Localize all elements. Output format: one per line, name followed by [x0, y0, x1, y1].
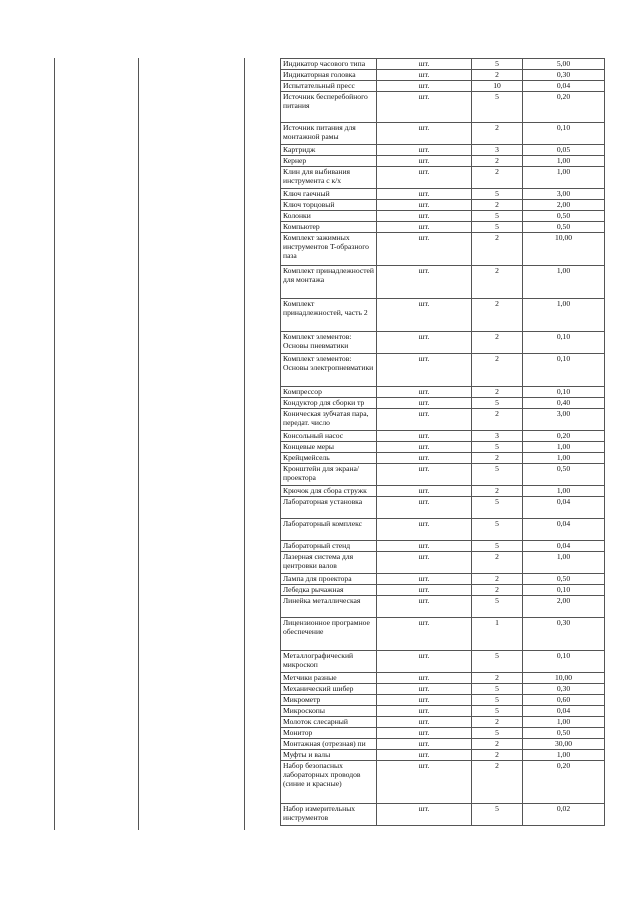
name-cell: Набор измерительных инструментов	[281, 804, 377, 826]
table-row	[281, 651, 605, 673]
value-cell: 0,10	[523, 651, 605, 673]
name-cell: Крейцмейсель	[281, 453, 377, 464]
name-cell: Монитор	[281, 728, 377, 739]
unit-cell: шт.	[377, 299, 472, 332]
name-cell: Кернер	[281, 156, 377, 167]
unit-cell: шт.	[377, 684, 472, 695]
quantity-cell: 2	[472, 167, 523, 189]
unit-cell: шт.	[377, 464, 472, 486]
value-cell: 1,00	[523, 717, 605, 728]
table-row	[281, 387, 605, 398]
left-margin-line-1	[54, 58, 55, 830]
table-row	[281, 59, 605, 70]
name-cell: Лабораторный стенд	[281, 541, 377, 552]
name-cell: Метчики разные	[281, 673, 377, 684]
unit-cell: шт.	[377, 453, 472, 464]
equipment-table	[280, 58, 605, 826]
table-row	[281, 189, 605, 200]
name-cell: Комплект зажимных инструментов T-образного паза	[281, 233, 377, 266]
table-row	[281, 761, 605, 804]
table-row	[281, 409, 605, 431]
table-row	[281, 233, 605, 266]
value-cell: 0,50	[523, 222, 605, 233]
value-cell: 2,00	[523, 596, 605, 618]
quantity-cell: 2	[472, 739, 523, 750]
table-row	[281, 497, 605, 519]
table-row	[281, 486, 605, 497]
unit-cell: шт.	[377, 706, 472, 717]
value-cell: 0,60	[523, 695, 605, 706]
table-row	[281, 442, 605, 453]
name-cell: Комплект элементов: Основы пневматики	[281, 332, 377, 354]
quantity-cell: 5	[472, 189, 523, 200]
value-cell: 0,30	[523, 618, 605, 651]
unit-cell: шт.	[377, 156, 472, 167]
quantity-cell: 3	[472, 145, 523, 156]
table-row	[281, 728, 605, 739]
unit-cell: шт.	[377, 222, 472, 233]
quantity-cell: 5	[472, 464, 523, 486]
name-cell: Монтажная (отрезная) пи	[281, 739, 377, 750]
name-cell: Линейка металлическая	[281, 596, 377, 618]
table-row	[281, 211, 605, 222]
unit-cell: шт.	[377, 695, 472, 706]
quantity-cell: 5	[472, 651, 523, 673]
left-margin-line-3	[244, 58, 245, 830]
quantity-cell: 2	[472, 673, 523, 684]
table-row	[281, 145, 605, 156]
table-row	[281, 70, 605, 81]
name-cell: Крючок для сбора стружк	[281, 486, 377, 497]
value-cell: 0,50	[523, 464, 605, 486]
unit-cell: шт.	[377, 552, 472, 574]
value-cell: 3,00	[523, 189, 605, 200]
name-cell: Источник питания для монтажной рамы	[281, 123, 377, 145]
quantity-cell: 2	[472, 387, 523, 398]
table-row	[281, 585, 605, 596]
value-cell: 0,30	[523, 684, 605, 695]
quantity-cell: 10	[472, 81, 523, 92]
value-cell: 0,10	[523, 332, 605, 354]
table-row	[281, 354, 605, 387]
quantity-cell: 5	[472, 519, 523, 541]
name-cell: Лебедка рычажная	[281, 585, 377, 596]
quantity-cell: 2	[472, 585, 523, 596]
value-cell: 0,50	[523, 211, 605, 222]
quantity-cell: 5	[472, 684, 523, 695]
quantity-cell: 2	[472, 750, 523, 761]
unit-cell: шт.	[377, 585, 472, 596]
unit-cell: шт.	[377, 497, 472, 519]
name-text: Индикатор часового типа	[283, 59, 366, 68]
table-row	[281, 717, 605, 728]
unit-cell: шт.	[377, 486, 472, 497]
quantity-cell: 2	[472, 332, 523, 354]
value-cell: 1,00	[523, 552, 605, 574]
unit-cell: шт.	[377, 431, 472, 442]
name-cell: Механический шибер	[281, 684, 377, 695]
quantity-cell: 2	[472, 266, 523, 299]
unit-cell: шт.	[377, 750, 472, 761]
value-cell: 0,04	[523, 497, 605, 519]
value-cell: 1,00	[523, 167, 605, 189]
name-cell: Муфты и валы	[281, 750, 377, 761]
unit-cell: шт.	[377, 332, 472, 354]
name-cell: Лабораторная установка	[281, 497, 377, 519]
quantity-cell: 2	[472, 486, 523, 497]
quantity-cell: 5	[472, 59, 523, 70]
table-row	[281, 618, 605, 651]
value-cell: 5,00	[523, 59, 605, 70]
name-cell: Компьютер	[281, 222, 377, 233]
quantity-cell: 5	[472, 92, 523, 123]
name-cell: Лабораторный комплекс	[281, 519, 377, 541]
unit-cell: шт.	[377, 81, 472, 92]
quantity-cell: 2	[472, 233, 523, 266]
name-cell: Комплект элементов: Основы электропневматики	[281, 354, 377, 387]
quantity-cell: 5	[472, 398, 523, 409]
table-row	[281, 596, 605, 618]
table-row	[281, 266, 605, 299]
quantity-cell: 2	[472, 123, 523, 145]
unit-cell: шт.	[377, 728, 472, 739]
table-row	[281, 92, 605, 123]
equipment-table-body	[281, 59, 605, 826]
quantity-cell: 2	[472, 717, 523, 728]
value-cell: 0,10	[523, 123, 605, 145]
value-cell: 1,00	[523, 266, 605, 299]
unit-cell: шт.	[377, 574, 472, 585]
quantity-cell: 5	[472, 706, 523, 717]
table-row	[281, 123, 605, 145]
unit-cell: шт.	[377, 167, 472, 189]
value-cell: 1,00	[523, 486, 605, 497]
unit-cell: шт.	[377, 123, 472, 145]
value-cell: 1,00	[523, 299, 605, 332]
value-cell: 0,30	[523, 70, 605, 81]
table-row	[281, 398, 605, 409]
name-cell: Испытательный пресс	[281, 81, 377, 92]
name-cell: Колонки	[281, 211, 377, 222]
quantity-cell: 5	[472, 442, 523, 453]
table-row	[281, 167, 605, 189]
quantity-cell: 5	[472, 728, 523, 739]
quantity-cell: 1	[472, 618, 523, 651]
name-cell: Компрессор	[281, 387, 377, 398]
table-row	[281, 431, 605, 442]
quantity-cell: 2	[472, 453, 523, 464]
name-cell: Консольный насос	[281, 431, 377, 442]
table-row	[281, 519, 605, 541]
table-row	[281, 222, 605, 233]
table-row	[281, 750, 605, 761]
unit-cell: шт.	[377, 618, 472, 651]
unit-cell: шт.	[377, 145, 472, 156]
unit-cell: шт.	[377, 673, 472, 684]
name-cell: Молоток слесарный	[281, 717, 377, 728]
quantity-cell: 2	[472, 354, 523, 387]
name-cell: Лазерная система для центровки валов	[281, 552, 377, 574]
quantity-cell: 3	[472, 431, 523, 442]
name-cell: Картридж	[281, 145, 377, 156]
unit-cell: шт.	[377, 200, 472, 211]
name-cell: Источник бесперебойного питания	[281, 92, 377, 123]
table-row	[281, 695, 605, 706]
value-cell: 0,04	[523, 541, 605, 552]
quantity-cell: 2	[472, 761, 523, 804]
unit-cell: шт.	[377, 409, 472, 431]
value-cell: 0,40	[523, 398, 605, 409]
unit-cell: шт.	[377, 189, 472, 200]
name-cell: Кронштейн для экрана/ проектора	[281, 464, 377, 486]
name-cell: Кондуктор для сборки тр	[281, 398, 377, 409]
value-cell: 0,10	[523, 354, 605, 387]
table-row	[281, 332, 605, 354]
value-cell: 0,20	[523, 431, 605, 442]
quantity-cell: 5	[472, 222, 523, 233]
unit-cell: шт.	[377, 651, 472, 673]
table-row	[281, 156, 605, 167]
table-row	[281, 739, 605, 750]
unit-cell: шт.	[377, 739, 472, 750]
name-cell	[281, 59, 377, 70]
value-cell: 0,10	[523, 585, 605, 596]
name-cell: Микроскопы	[281, 706, 377, 717]
table-row	[281, 541, 605, 552]
value-cell: 1,00	[523, 442, 605, 453]
name-cell: Клин для выбивания инструмента с к/х	[281, 167, 377, 189]
unit-cell: шт.	[377, 59, 472, 70]
unit-cell: шт.	[377, 761, 472, 804]
name-cell: Комплект принадлежностей, часть 2	[281, 299, 377, 332]
value-cell: 0,50	[523, 728, 605, 739]
name-cell: Коническая зубчатая пара, передат. число	[281, 409, 377, 431]
unit-cell: шт.	[377, 70, 472, 81]
name-cell: Ключ торцовый	[281, 200, 377, 211]
quantity-cell: 2	[472, 200, 523, 211]
table-row	[281, 200, 605, 211]
value-cell: 0,04	[523, 81, 605, 92]
unit-cell: шт.	[377, 211, 472, 222]
quantity-cell: 5	[472, 596, 523, 618]
name-cell: Индикаторная головка	[281, 70, 377, 81]
value-cell: 1,00	[523, 453, 605, 464]
name-cell: Микрометр	[281, 695, 377, 706]
name-cell: Лицензионное програмное обеспечение	[281, 618, 377, 651]
value-cell: 0,10	[523, 387, 605, 398]
left-margin-line-2	[138, 58, 139, 830]
unit-cell: шт.	[377, 233, 472, 266]
value-cell: 2,00	[523, 200, 605, 211]
value-cell: 30,00	[523, 739, 605, 750]
quantity-cell: 5	[472, 695, 523, 706]
unit-cell: шт.	[377, 519, 472, 541]
quantity-cell: 2	[472, 574, 523, 585]
unit-cell: шт.	[377, 354, 472, 387]
table-row	[281, 299, 605, 332]
table-row	[281, 804, 605, 826]
table-row	[281, 706, 605, 717]
table-row	[281, 464, 605, 486]
value-cell: 0,05	[523, 145, 605, 156]
value-cell: 0,04	[523, 519, 605, 541]
table-row	[281, 453, 605, 464]
value-cell: 1,00	[523, 156, 605, 167]
table-row	[281, 81, 605, 92]
unit-cell: шт.	[377, 596, 472, 618]
value-cell: 0,02	[523, 804, 605, 826]
name-cell: Набор безопасных лабораторных проводов (синие и красные)	[281, 761, 377, 804]
value-cell: 0,20	[523, 761, 605, 804]
value-cell: 0,04	[523, 706, 605, 717]
unit-cell: шт.	[377, 541, 472, 552]
quantity-cell: 5	[472, 497, 523, 519]
unit-cell: шт.	[377, 804, 472, 826]
table-row	[281, 673, 605, 684]
value-cell: 10,00	[523, 233, 605, 266]
value-cell: 3,00	[523, 409, 605, 431]
name-cell: Ключ гаечный	[281, 189, 377, 200]
unit-cell: шт.	[377, 398, 472, 409]
table-row	[281, 684, 605, 695]
quantity-cell: 2	[472, 299, 523, 332]
name-cell: Концевые меры	[281, 442, 377, 453]
unit-cell: шт.	[377, 387, 472, 398]
quantity-cell: 2	[472, 552, 523, 574]
quantity-cell: 2	[472, 70, 523, 81]
value-cell: 0,50	[523, 574, 605, 585]
name-cell: Металлографический микроскоп	[281, 651, 377, 673]
value-cell: 1,00	[523, 750, 605, 761]
table-row	[281, 552, 605, 574]
unit-cell: шт.	[377, 266, 472, 299]
unit-cell: шт.	[377, 92, 472, 123]
quantity-cell: 2	[472, 409, 523, 431]
unit-cell: шт.	[377, 442, 472, 453]
table-row	[281, 574, 605, 585]
unit-cell: шт.	[377, 717, 472, 728]
quantity-cell: 5	[472, 804, 523, 826]
quantity-cell: 2	[472, 156, 523, 167]
quantity-cell: 5	[472, 211, 523, 222]
name-cell: Лампа для проектора	[281, 574, 377, 585]
quantity-cell: 5	[472, 541, 523, 552]
value-cell: 10,00	[523, 673, 605, 684]
name-cell: Комплект принадлежностей для монтажа	[281, 266, 377, 299]
value-cell: 0,20	[523, 92, 605, 123]
